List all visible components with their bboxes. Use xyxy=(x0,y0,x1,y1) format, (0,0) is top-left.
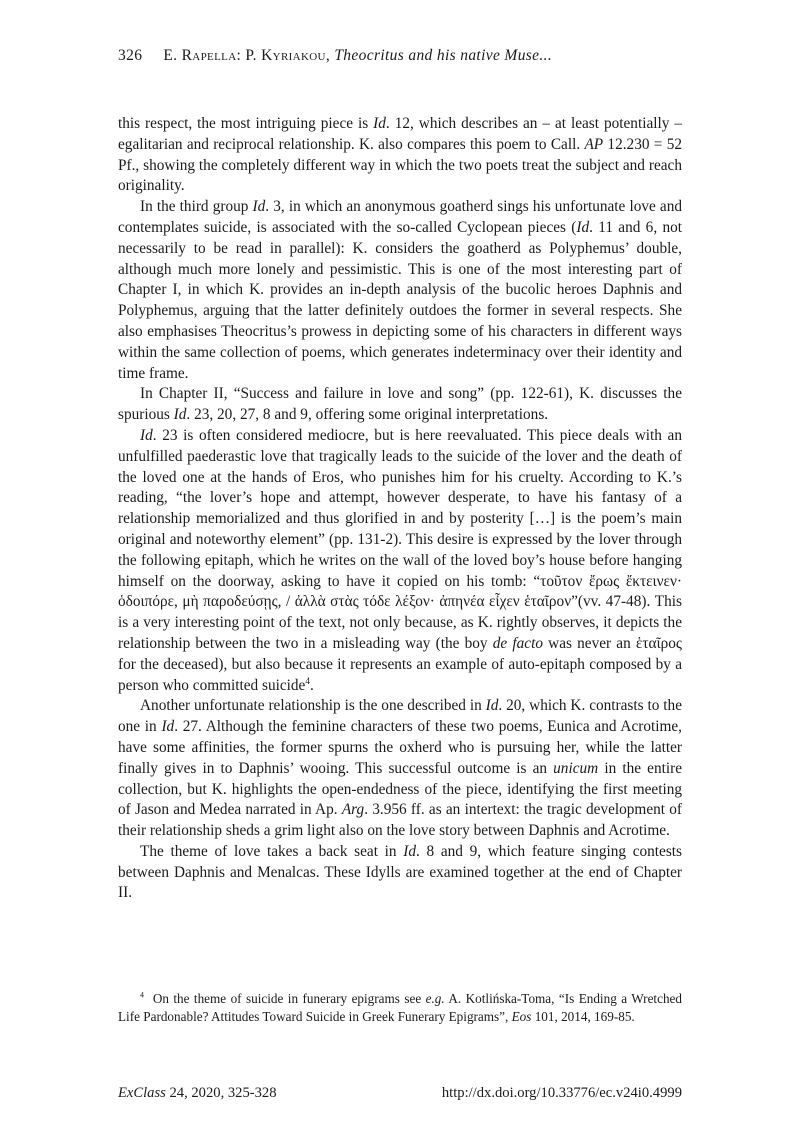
text-run: Id xyxy=(373,115,386,132)
text-run: . 23, 20, 27, 8 and 9, offering some original interpretations. xyxy=(186,406,549,424)
text-run: E. xyxy=(163,47,182,64)
text-run: . 3.956 ff. as an intertext: the tragic development of their relationship sheds a grim light also on the love story between Daphnis and Acrotime. xyxy=(118,801,683,840)
text-run: Id xyxy=(403,842,416,860)
text-run: Rapella xyxy=(181,47,237,64)
text-run: . 12, which describes an – at least potentially – egalitarian and reciprocal relationship. K. also compares this poem to Call. xyxy=(118,115,682,153)
text-run: On the theme of suicide in funerary epigrams see xyxy=(143,991,426,1006)
body-paragraph xyxy=(118,696,682,842)
text-run: Id xyxy=(576,218,590,236)
text-run: Id xyxy=(485,697,499,715)
text-run: Theocritus and his native Muse... xyxy=(334,47,553,64)
text-run: Eos xyxy=(511,1009,532,1025)
text-run: unicum xyxy=(553,759,599,777)
footnote-block xyxy=(118,990,682,1027)
text-run: . 27. Although the feminine characters of these two poems, Eunica and Acrotime, have some affinities, the former spurns the oxherd who is pursuing her, while the latter finally gives in to Daphnis’ wooing. This successful outcome is an xyxy=(118,718,682,777)
text-run: : P. xyxy=(236,47,262,64)
superscript-footnote-ref: 4 xyxy=(305,675,310,686)
text-run: Id xyxy=(140,426,153,444)
text-run: in the entire collection, but K. highlights the open-endedness of the piece, identifying the first meeting of Jason and Medea narrated in Ap. xyxy=(118,759,682,819)
text-run: . 20, which K. contrasts to the one in xyxy=(118,697,682,736)
text-run: . xyxy=(309,676,314,694)
text-run: 12.230 = 52 Pf., showing the completely different way in which the two poets treat the subject and reach originality. xyxy=(118,135,682,195)
text-run: Kyriakou xyxy=(261,47,326,64)
footnote xyxy=(118,990,682,1027)
body-paragraph xyxy=(118,197,682,384)
body-paragraph xyxy=(118,114,682,197)
text-run: 101, 2014, 169-85. xyxy=(531,1009,635,1025)
text-run: Id xyxy=(173,406,187,424)
superscript-footnote-ref: 4 xyxy=(140,990,144,1000)
text-run: 24, 2020, 325-328 xyxy=(165,1085,277,1101)
text-run: . 3, in which an anonymous goatherd sings his unfortunate love and contemplates suicide, is associated with the so-called Cyclopean pieces ( xyxy=(118,198,682,236)
journal-citation xyxy=(118,1085,277,1102)
text-run: . 11 and 6, not necessarily to be read in parallel): K. considers the goatherd as Polyphemus’ double, although much more lonely and pessimistic. This is one of the most interesting part of Chapter I, in which K. provides an in-depth analysis of the bucolic heroes Daphnis and Polyphemus, arguing that the latter definitely outdoes the former in several respects. She also emphasises Theocritus’s prowess in depicting some of his characters in different ways within the same collection of poems, which generates indeterminacy over their identity and time frame. xyxy=(118,218,682,382)
body-paragraph xyxy=(118,426,682,696)
text-run: Id xyxy=(252,198,266,216)
text-run: The theme of love takes a back seat in xyxy=(140,842,404,860)
text-run: A. Kotlińska-Toma, “Is Ending a Wretched Life Pardonable? Attitudes Toward Suicide in Greek Funerary Epigrams”, xyxy=(118,991,682,1025)
text-run: . 23 is often considered mediocre, but is here reevaluated. This piece deals with an unfulfilled paederastic love that tragically leads to the suicide of the lover and the death of the loved one at the hands of Eros, who punishes him for his cruelty. According to K.’s reading, “the lover’s hope and attempt, however desperate, to have his fantasy of a relationship memorialized and thus glorified in and by posterity […] is the poem’s main original and noteworthy element” (pp. 131-2). This desire is expressed by the lover through the following epitaph, which he writes on the wall of the loved boy’s house before hanging himself on the doorway, asking to have it copied on his tomb: “τοῦτον ἔρως ἔκτεινεν· ὁδοιπόρε, μὴ παροδεύσῃς, / ἀλλὰ στὰς τόδε λέξον· ἀπηνέα εἶχεν ἑταῖρον”(vv. 47-48). This is a very interesting point of the text, not only because, as K. rightly observes, it depicts the relationship between the two in a misleading way (the boy xyxy=(118,426,682,652)
body-paragraph xyxy=(118,842,682,904)
body-paragraph xyxy=(118,384,682,426)
text-run: was never an ἑταῖρος for the deceased), but also because it represents an example of auto-epitaph composed by a person who committed suicide xyxy=(118,634,682,694)
text-run: e.g. xyxy=(425,991,445,1006)
text-run: . 8 and 9, which feature singing contests between Daphnis and Menalcas. These Idylls are examined together at the end of Chapter II. xyxy=(118,842,682,902)
text-run: this respect, the most intriguing piece is xyxy=(118,115,374,132)
text-run: In the third group xyxy=(140,198,253,216)
doi-link: http://dx.doi.org/10.33776/ec.v24i0.4999 xyxy=(441,1085,682,1101)
body-text xyxy=(118,114,682,904)
text-run: AP xyxy=(584,135,604,153)
text-run: ExClass xyxy=(118,1085,166,1101)
text-run: Another unfortunate relationship is the one described in xyxy=(140,697,486,715)
text-run: Arg xyxy=(341,801,365,819)
text-run: In Chapter II, “Success and failure in love and song” (pp. 122-61), K. discusses the spurious xyxy=(118,385,682,424)
text-run: Id xyxy=(161,718,175,736)
page-number: 326 xyxy=(118,47,143,64)
text-run: de facto xyxy=(492,634,543,652)
text-run: , xyxy=(325,47,335,64)
page-header xyxy=(118,47,682,65)
page-footer xyxy=(118,1085,682,1102)
running-head xyxy=(163,47,552,65)
